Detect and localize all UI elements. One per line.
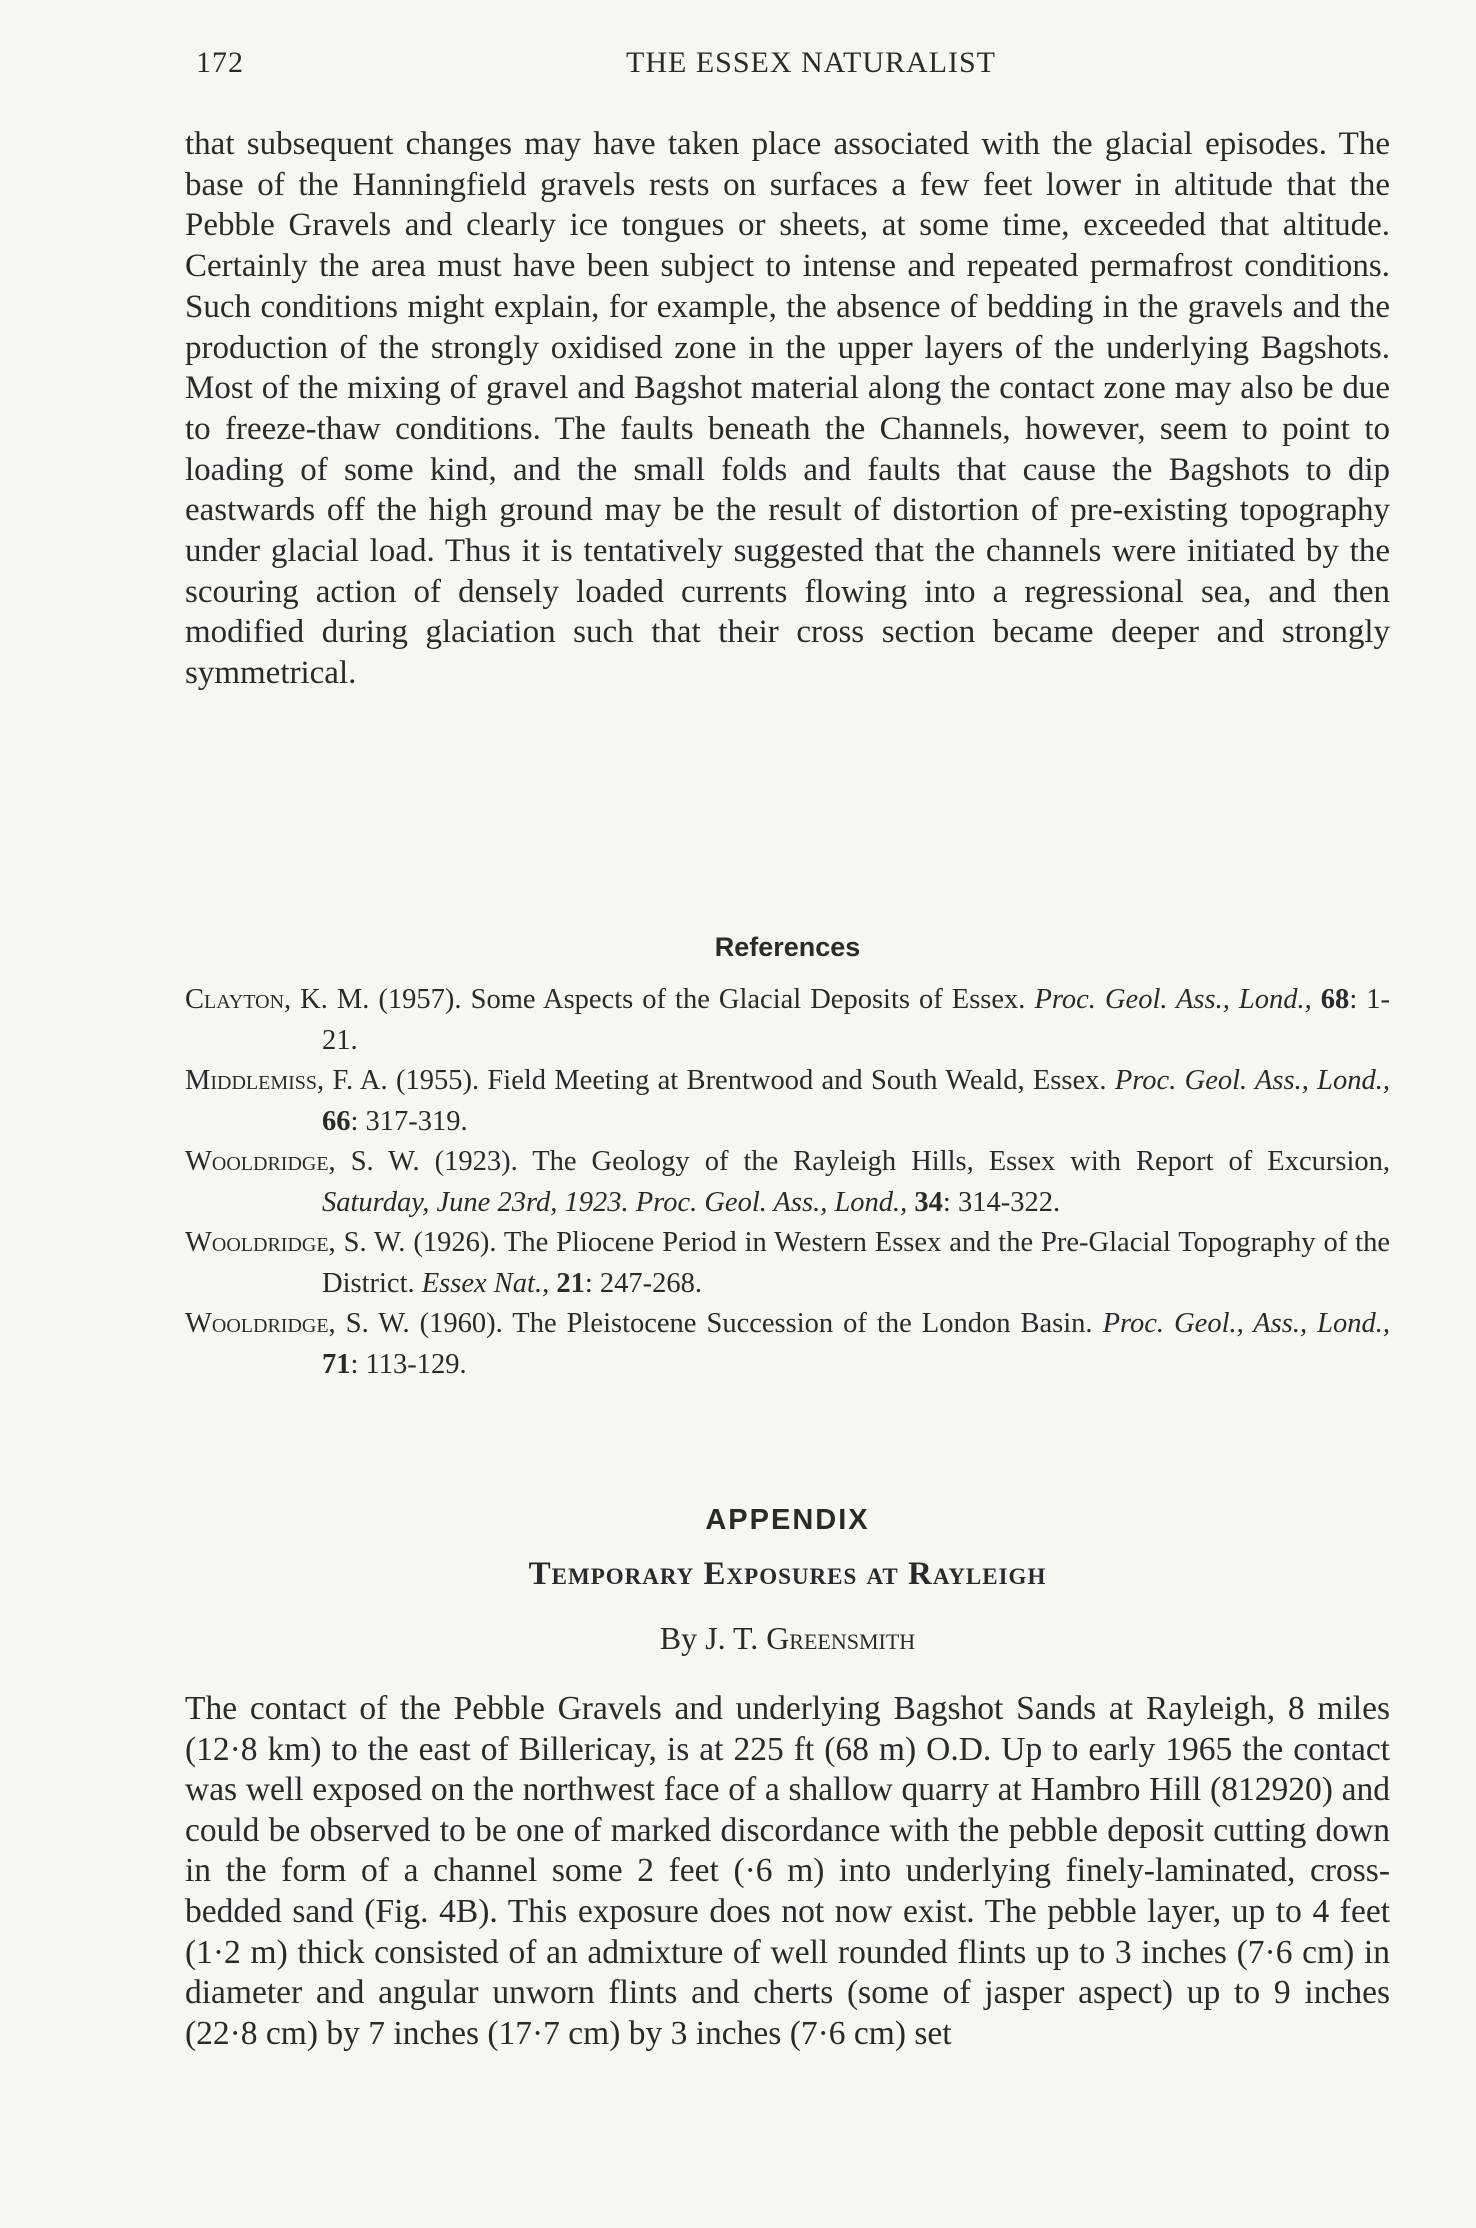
reference-author: Clayton, K. M. (185, 984, 370, 1015)
reference-title: Field Meeting at Brentwood and South Weald, Essex. (479, 1065, 1115, 1096)
appendix-heading: APPENDIX (705, 1504, 870, 1536)
reference-year: (1926). (405, 1227, 497, 1258)
journal-title: THE ESSEX NATURALIST (626, 46, 996, 79)
reference-journal: Proc. Geol., Ass., Lond., (1102, 1308, 1391, 1339)
appendix-subtitle: Temporary Exposures at Rayleigh (528, 1556, 1047, 1592)
reference-title: Some Aspects of the Glacial Deposits of Essex. (461, 984, 1035, 1015)
reference-author: Middlemiss, F. A. (185, 1065, 388, 1096)
reference-title: The Pliocene Period in Western Essex and the Pre-Glacial Topography of the District. (322, 1227, 1390, 1299)
reference-volume: 66 (322, 1105, 351, 1137)
reference-journal: Proc. Geol. Ass., Lond., (1114, 1065, 1391, 1096)
byline-author: Greensmith (766, 1620, 916, 1656)
reference-volume: 34 (907, 1186, 943, 1218)
reference-year: (1955). (387, 1065, 480, 1096)
reference-pages: : 314-322. (942, 1186, 1061, 1218)
reference-year: (1960). (409, 1308, 503, 1339)
reference-year: (1957). (369, 984, 462, 1015)
reference-journal: Essex Nat., (421, 1267, 550, 1299)
reference-author: Wooldridge, S. W. (185, 1227, 406, 1258)
reference-item (185, 1061, 1390, 1142)
references-heading: References (714, 932, 861, 962)
byline-prefix: By J. T. (659, 1620, 767, 1656)
reference-volume: 71 (322, 1348, 351, 1380)
reference-volume: 68 (1311, 984, 1350, 1015)
running-head (196, 46, 1390, 86)
reference-title: The Pleistocene Succession of the London Basin. (502, 1308, 1103, 1339)
references-list (185, 980, 1390, 1385)
reference-item (185, 1304, 1390, 1385)
reference-pages: : 247-268. (584, 1267, 702, 1299)
appendix-byline (185, 1620, 1390, 1657)
reference-journal: Proc. Geol. Ass., Lond., (1034, 984, 1312, 1015)
body-paragraph-1: that subsequent changes may have taken place associated with the glacial episodes. The base of the Hanningfield gravels rests on surfaces a few feet lower in altitude that the Pebble Gravels and clearly ice tongues or sheets, at some time, exceeded that altitude. Certainly the area must have been subject to intense and repeated permafrost conditions. Such conditions might explain, for example, the absence of bedding in the gravels and the production of the strongly oxidised zone in the upper layers of the underlying Bagshots. Most of the mixing of gravel and Bagshot material along the contact zone may also be due to freeze-thaw conditions. The faults beneath the Channels, however, seem to point to loading of some kind, and the small folds and faults that cause the Bagshots to dip eastwards off the high ground may be the result of distortion of pre-existing topography under glacial load. Thus it is tentatively suggested that the channels were initiated by the scouring action of densely loaded currents flowing into a regressional sea, and then modified during glaciation such that their cross section became deeper and strongly symmetrical. (185, 126, 1390, 692)
reference-year: (1923). (419, 1146, 518, 1177)
body-paragraph-2: The contact of the Pebble Gravels and underlying Bagshot Sands at Rayleigh, 8 miles (12·8 km) to the east of Billericay, is at 225 ft (68 m) O.D. Up to early 1965 the contact was well exposed on the northwest face of a shallow quarry at Hambro Hill (812920) and could be observed to be one of marked discordance with the pebble deposit cutting down in the form of a channel some 2 feet (·6 m) into underlying finely-laminated, cross-bedded sand (Fig. 4B). This exposure does not now exist. The pebble layer, up to 4 feet (1·2 m) thick consisted of an admixture of well rounded flints up to 3 inches (7·6 cm) in diameter and angular unworn flints and cherts (some of jasper aspect) up to 9 inches (22·8 cm) by 7 inches (17·7 cm) by 3 inches (7·6 cm) set (185, 1690, 1390, 2052)
reference-item (185, 1223, 1390, 1304)
reference-author: Wooldridge, S. W. (185, 1146, 420, 1177)
reference-volume: 21 (549, 1267, 585, 1299)
reference-pages: : 1-21. (322, 984, 1391, 1056)
page-number: 172 (196, 46, 244, 79)
reference-journal: Proc. Geol. Ass., Lond., (628, 1186, 908, 1218)
reference-title: The Geology of the Rayleigh Hills, Essex with Report of Excursion, (517, 1146, 1390, 1177)
reference-title-italic: Saturday, June 23rd, 1923. (322, 1186, 629, 1218)
reference-item (185, 1142, 1390, 1223)
reference-pages: : 113-129. (350, 1348, 467, 1380)
reference-pages: : 317-319. (350, 1105, 468, 1137)
reference-item (185, 980, 1390, 1061)
reference-author: Wooldridge, S. W. (185, 1308, 410, 1339)
